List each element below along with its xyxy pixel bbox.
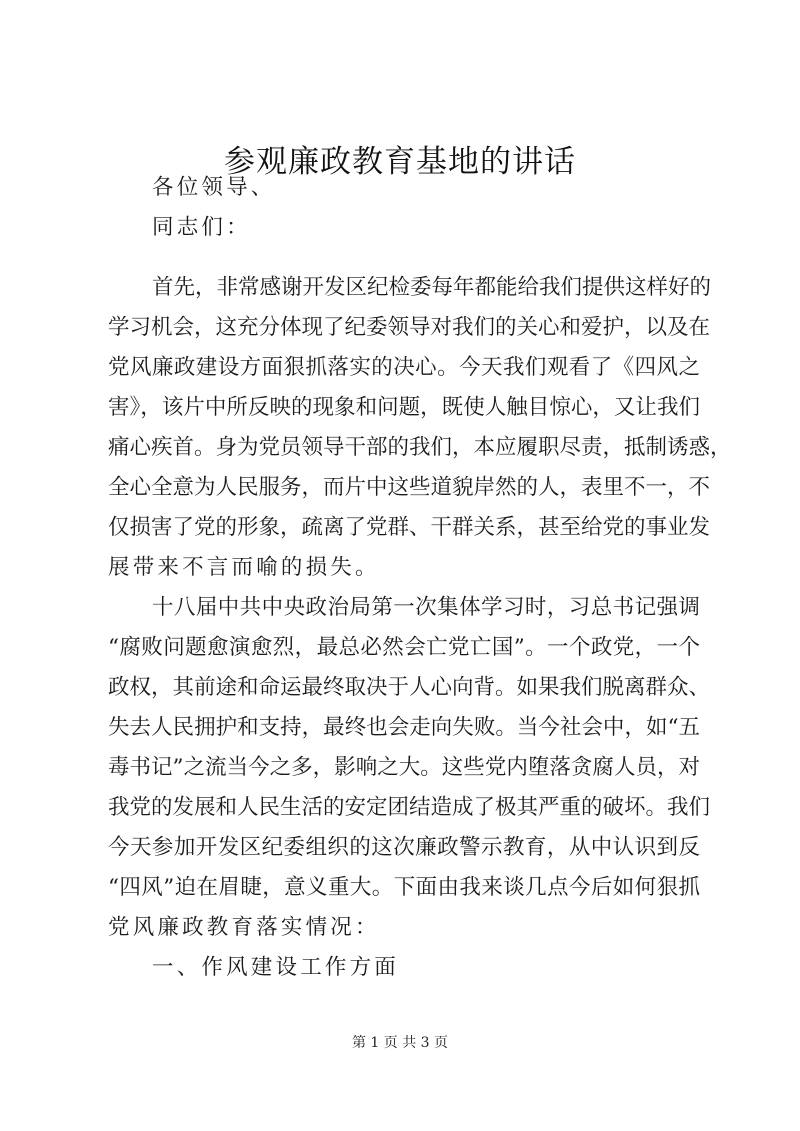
body-line: 各位领导、 bbox=[152, 175, 276, 200]
body-line: 党风廉政建设方面狠抓落实的决心。今天我们观看了《四风之 bbox=[108, 355, 700, 380]
body-line: 政权，其前途和命运最终取决于人心向背。如果我们脱离群众、 bbox=[108, 675, 711, 700]
document-title: 参观廉政教育基地的讲话 bbox=[224, 144, 576, 180]
body-line: 全心全意为人民服务，而片中这些道貌岸然的人，表里不一，不 bbox=[108, 475, 711, 500]
page-footer: 第 1 页 共 3 页 bbox=[351, 1035, 449, 1051]
body-line: 害》，该片中所反映的现象和问题，既使人触目惊心，又让我们 bbox=[108, 395, 700, 420]
body-line: 党风廉政教育落实情况： bbox=[108, 915, 380, 940]
body-line: 失去人民拥护和支持，最终也会走向失败。当今社会中，如“五 bbox=[108, 715, 700, 740]
body-line: “腐败问题愈演愈烈，最总必然会亡党亡国”。一个政党，一个 bbox=[108, 635, 700, 660]
body-line: 一、作风建设工作方面 bbox=[152, 955, 400, 980]
body-line: 今天参加开发区纪委组织的这次廉政警示教育，从中认识到反 bbox=[108, 835, 700, 860]
body-line: 我党的发展和人民生活的安定团结造成了极其严重的破坏。我们 bbox=[108, 795, 711, 820]
body-line: 痛心疾首。身为党员领导干部的我们，本应履职尽责，抵制诱惑， bbox=[108, 435, 732, 460]
body-line: “四风”迫在眉睫，意义重大。下面由我来谈几点今后如何狠抓 bbox=[108, 875, 700, 900]
body-line: 十八届中共中央政治局第一次集体学习时，习总书记强调 bbox=[152, 595, 700, 620]
body-line: 毒书记”之流当今之多，影响之大。这些党内堕落贪腐人员，对 bbox=[108, 755, 700, 780]
body-line: 同志们： bbox=[152, 215, 251, 240]
body-line: 展带来不言而喻的损失。 bbox=[108, 555, 380, 580]
body-line: 仅损害了党的形象，疏离了党群、干群关系，甚至给党的事业发 bbox=[108, 515, 711, 540]
body-line: 学习机会，这充分体现了纪委领导对我们的关心和爱护，以及在 bbox=[108, 315, 711, 340]
body-line: 首先，非常感谢开发区纪检委每年都能给我们提供这样好的 bbox=[152, 275, 712, 300]
